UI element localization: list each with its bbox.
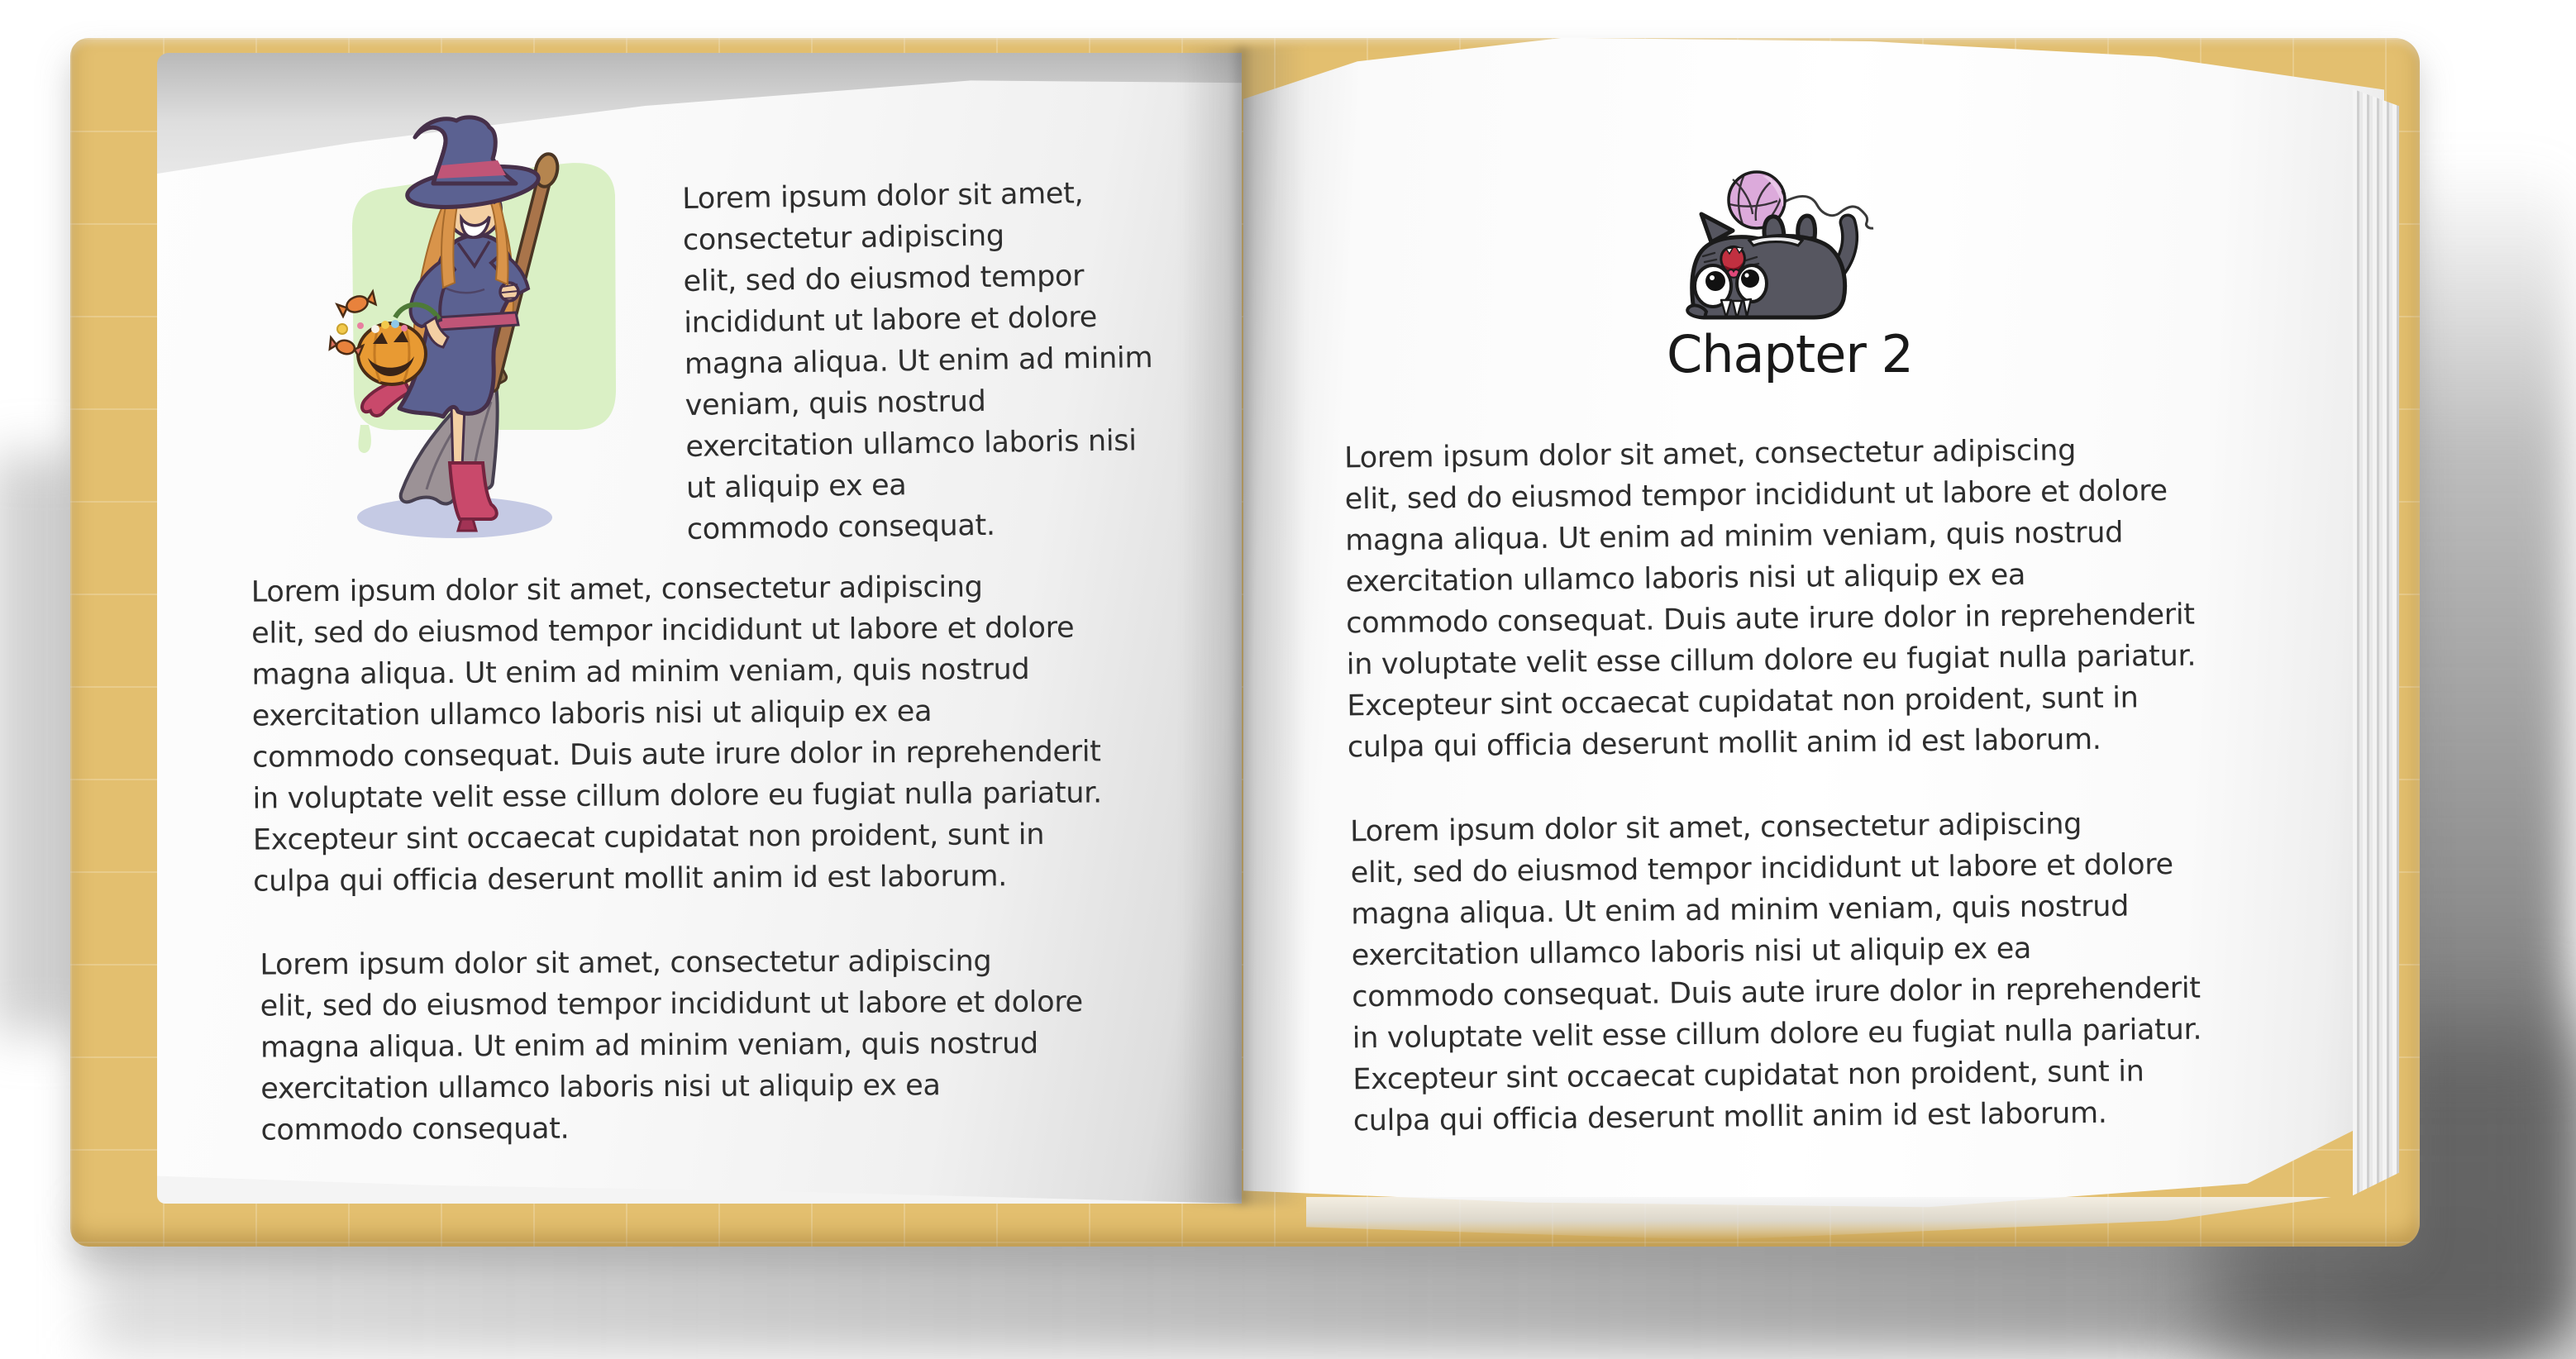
chapter-heading: Chapter 2	[1666, 324, 1914, 384]
cat-front-paw	[1687, 305, 1706, 317]
cat-illustration	[1670, 153, 1951, 343]
witch-illustration	[321, 112, 668, 554]
left-paragraph-3: Lorem ipsum dolor sit amet, consectetur adipiscing elit, sed do eiusmod tempor incididunt ut labore et dolore magna aliqua. Ut enim ad minim veniam, quis nostrud exercitation ullamco laboris nisi ut aliquip ex ea commodo consequat.	[260, 944, 1083, 1147]
right-page-stack-edge	[2353, 66, 2399, 1207]
left-intro-paragraph: Lorem ipsum dolor sit amet, consectetur adipiscing elit, sed do eiusmod tempor incididunt ut labore et dolore magna aliqua. Ut enim ad minim veniam, quis nostrud exercitation ullamco laboris nisi ut aliquip ex ea commodo consequat.	[681, 177, 1153, 546]
book-gutter-shadow	[1181, 46, 1306, 1205]
witch-right-hand	[500, 283, 518, 301]
left-paragraph-2: Lorem ipsum dolor sit amet, consectetur adipiscing elit, sed do eiusmod tempor incididunt ut labore et dolore magna aliqua. Ut enim ad minim veniam, quis nostrud exercitation ullamco laboris nisi ut aliquip ex ea commodo consequat. Duis aute irure dolor in reprehenderit in voluptate velit esse cillum dolore eu fugiat nulla pariatur. Excepteur sint occaecat cupidatat non proident, sunt in culpa qui officia deserunt mollit anim id est laborum.	[250, 570, 1103, 899]
right-paragraph-1: Lorem ipsum dolor sit amet, consectetur adipiscing elit, sed do eiusmod tempor incididunt ut labore et dolore magna aliqua. Ut enim ad minim veniam, quis nostrud exercitation ullamco laboris nisi ut aliquip ex ea commodo consequat. Duis aute irure dolor in reprehenderit in voluptate velit esse cillum dolore eu fugiat nulla pariatur. Excepteur sint occaecat cupidatat non proident, sunt in culpa qui officia deserunt mollit anim id est laborum.	[1343, 434, 2197, 765]
right-paragraph-2: Lorem ipsum dolor sit amet, consectetur adipiscing elit, sed do eiusmod tempor incididunt ut labore et dolore magna aliqua. Ut enim ad minim veniam, quis nostrud exercitation ullamco laboris nisi ut aliquip ex ea commodo consequat. Duis aute irure dolor in reprehenderit in voluptate velit esse cillum dolore eu fugiat nulla pariatur. Excepteur sint occaecat cupidatat non proident, sunt in culpa qui officia deserunt mollit anim id est laborum.	[1349, 808, 2202, 1138]
cat-teeth	[1721, 299, 1751, 318]
